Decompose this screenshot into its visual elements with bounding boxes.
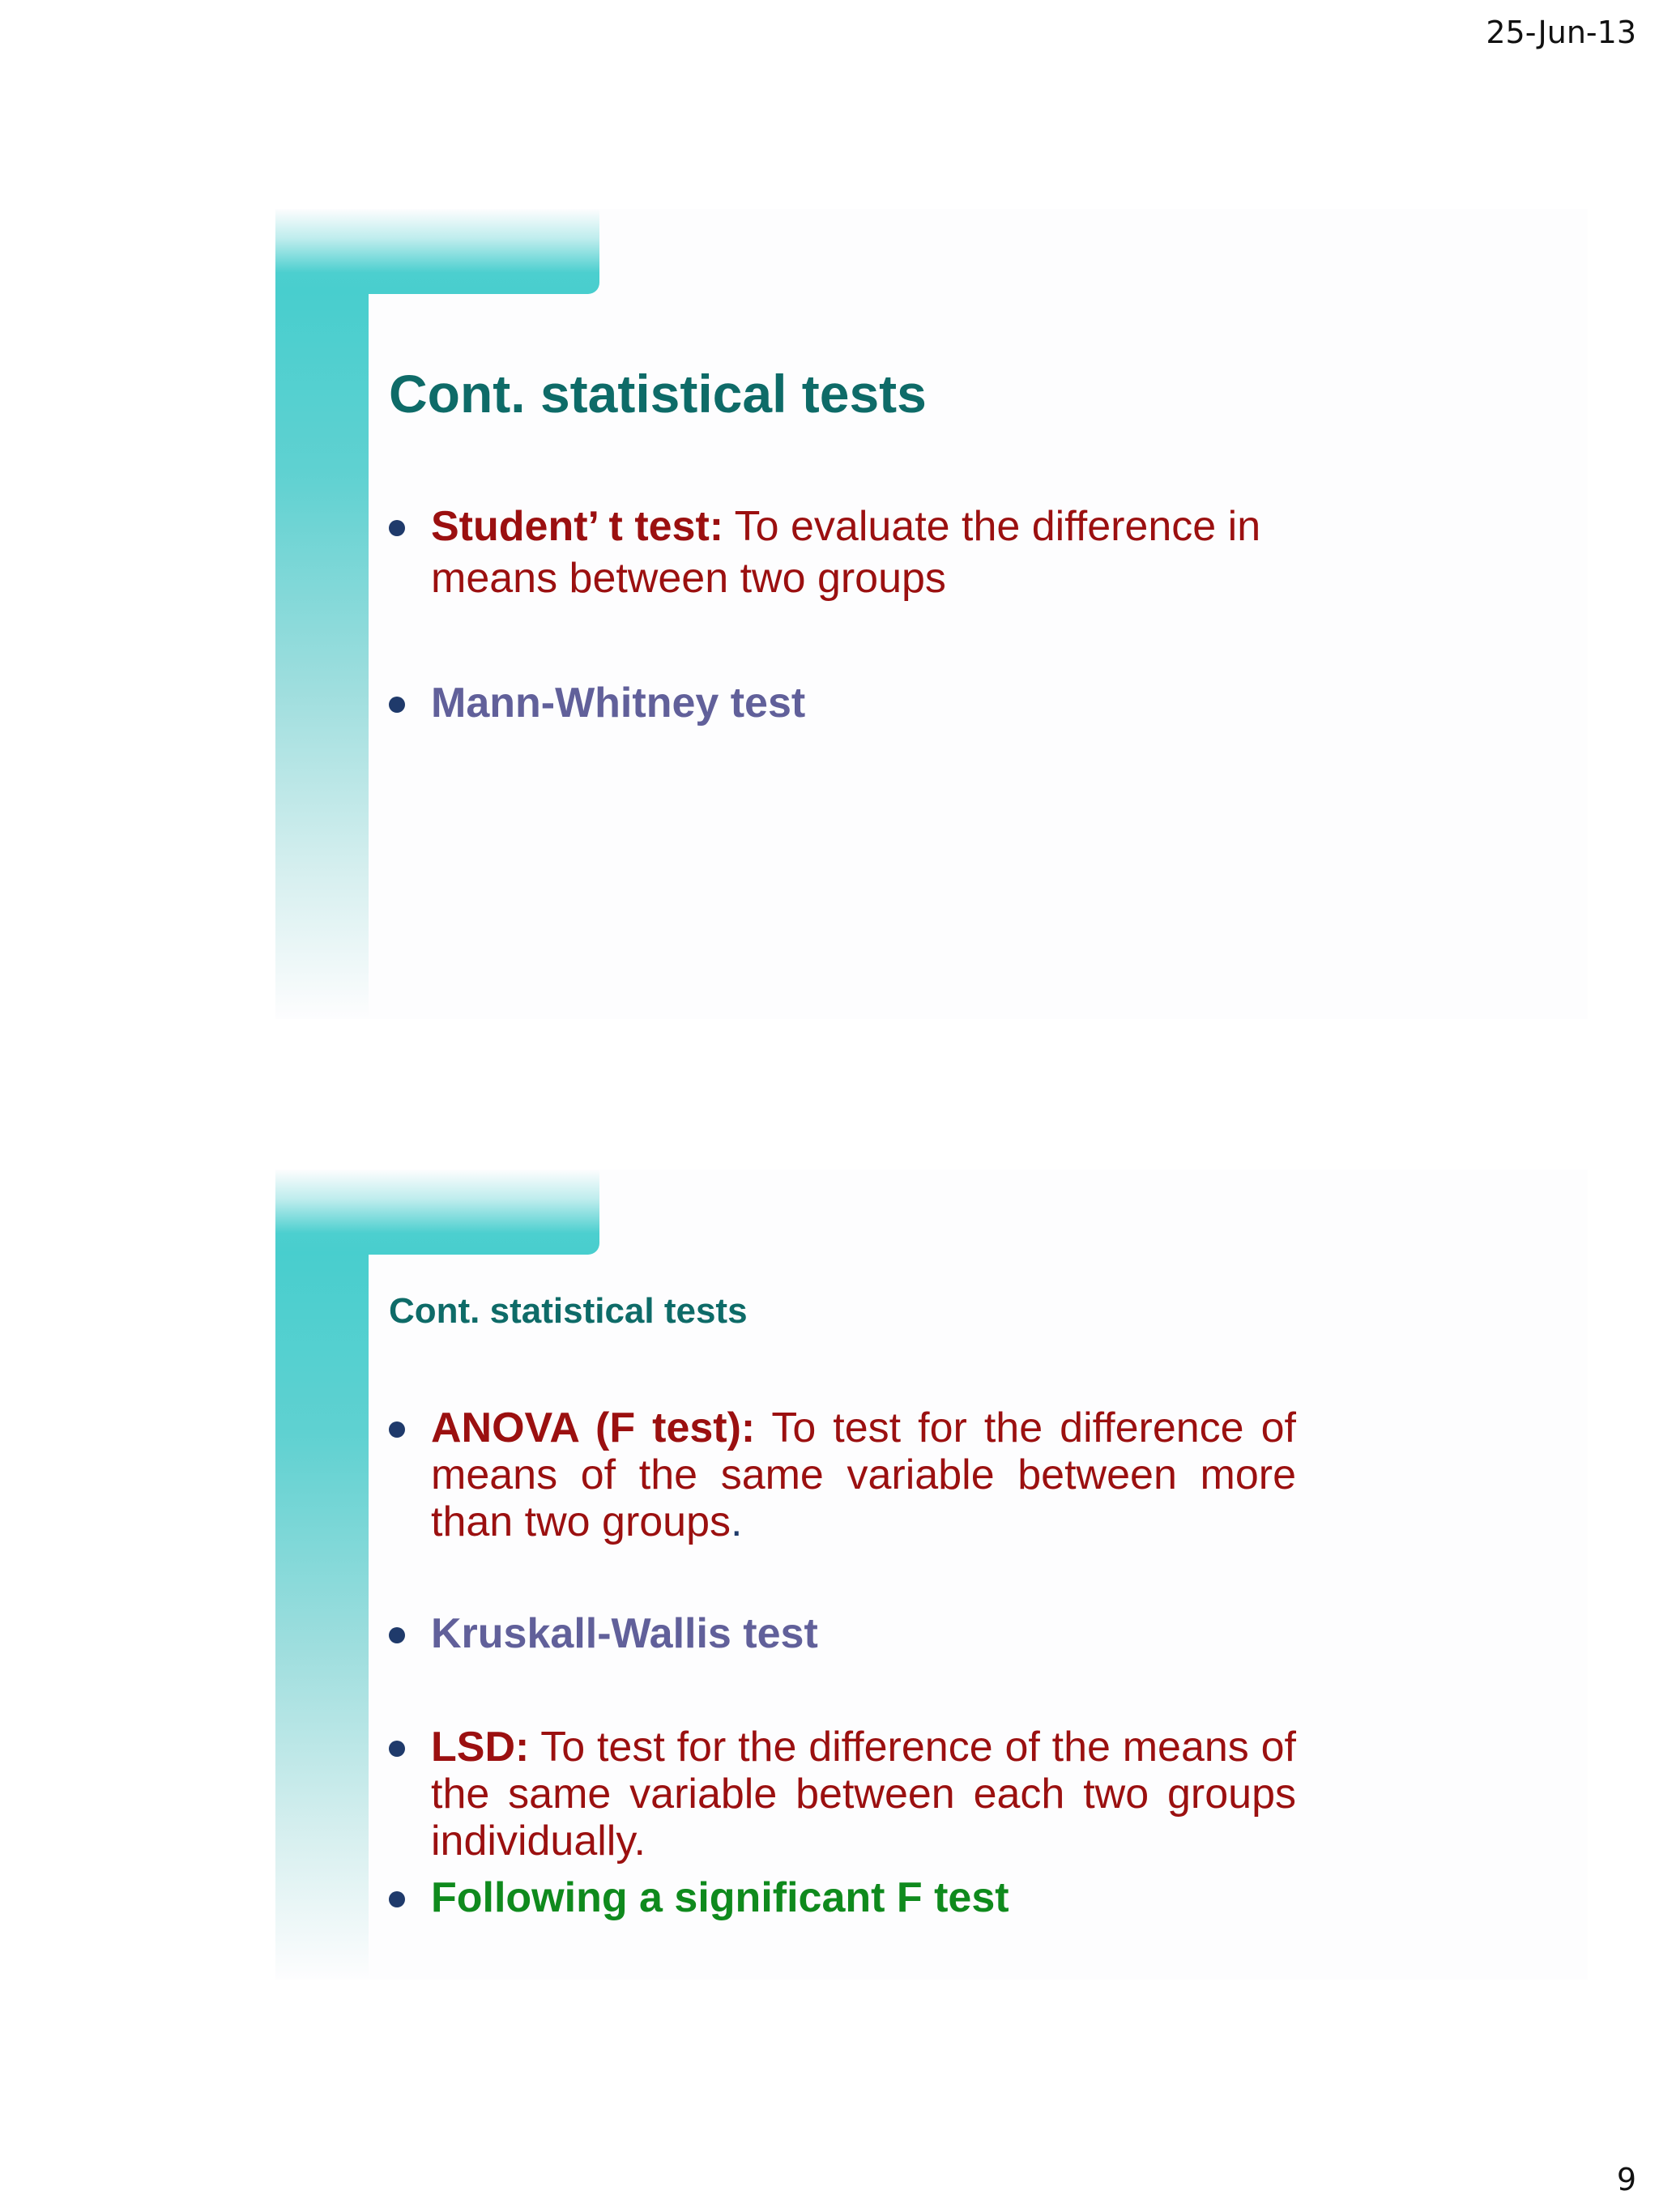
- bullet-description: To evaluate the difference in means between two groups: [431, 503, 1261, 602]
- bullet-dot-icon: [389, 1891, 405, 1907]
- bullet-dot-icon: [389, 1741, 405, 1757]
- bullet-term: LSD:: [431, 1724, 530, 1771]
- bullet-list: [389, 501, 1296, 729]
- slide-side-bar-decoration: [275, 290, 369, 1019]
- slide-1: [275, 209, 1588, 1019]
- page-number: 9: [1616, 2162, 1636, 2197]
- list-item-following-significant-f-test: [389, 1874, 1296, 1921]
- slide-2: [275, 1170, 1588, 1980]
- bullet-suffix: .: [731, 1498, 743, 1545]
- bullet-term: Student’ t test:: [431, 503, 724, 550]
- bullet-dot-icon: [389, 697, 405, 713]
- bullet-dot-icon: [389, 1627, 405, 1643]
- slide-notch-decoration: [369, 1255, 401, 1287]
- list-item-lsd: [389, 1724, 1296, 1865]
- slide-title: Cont. statistical tests: [389, 364, 927, 424]
- bullet-dot-icon: [389, 1421, 405, 1438]
- bullet-description: To test for the difference of means of the same variable between more than two groups: [431, 1404, 1296, 1545]
- bullet-term: ANOVA (F test):: [431, 1404, 756, 1451]
- list-item-kruskall-wallis-test: [389, 1610, 1296, 1657]
- slide-header-tab-decoration: [275, 1170, 599, 1255]
- slide-side-bar-decoration: [275, 1251, 369, 1980]
- list-item-mann-whitney-test: [389, 677, 1296, 729]
- bullet-dot-icon: [389, 520, 405, 536]
- slide-title: Cont. statistical tests: [389, 1291, 748, 1331]
- slide-notch-decoration: [369, 294, 401, 326]
- bullet-description: To test for the difference of the means of the same variable between each two groups individually.: [431, 1724, 1296, 1865]
- bullet-list: [389, 1404, 1296, 1921]
- list-item-anova-f-test: [389, 1404, 1296, 1545]
- page-date: 25-Jun-13: [1486, 15, 1636, 50]
- bullet-term: Mann-Whitney test: [431, 680, 806, 727]
- bullet-term: Kruskall-Wallis test: [431, 1610, 818, 1657]
- list-item-student-t-test: [389, 501, 1296, 604]
- slide-header-tab-decoration: [275, 209, 599, 294]
- bullet-term: Following a significant F test: [431, 1874, 1009, 1921]
